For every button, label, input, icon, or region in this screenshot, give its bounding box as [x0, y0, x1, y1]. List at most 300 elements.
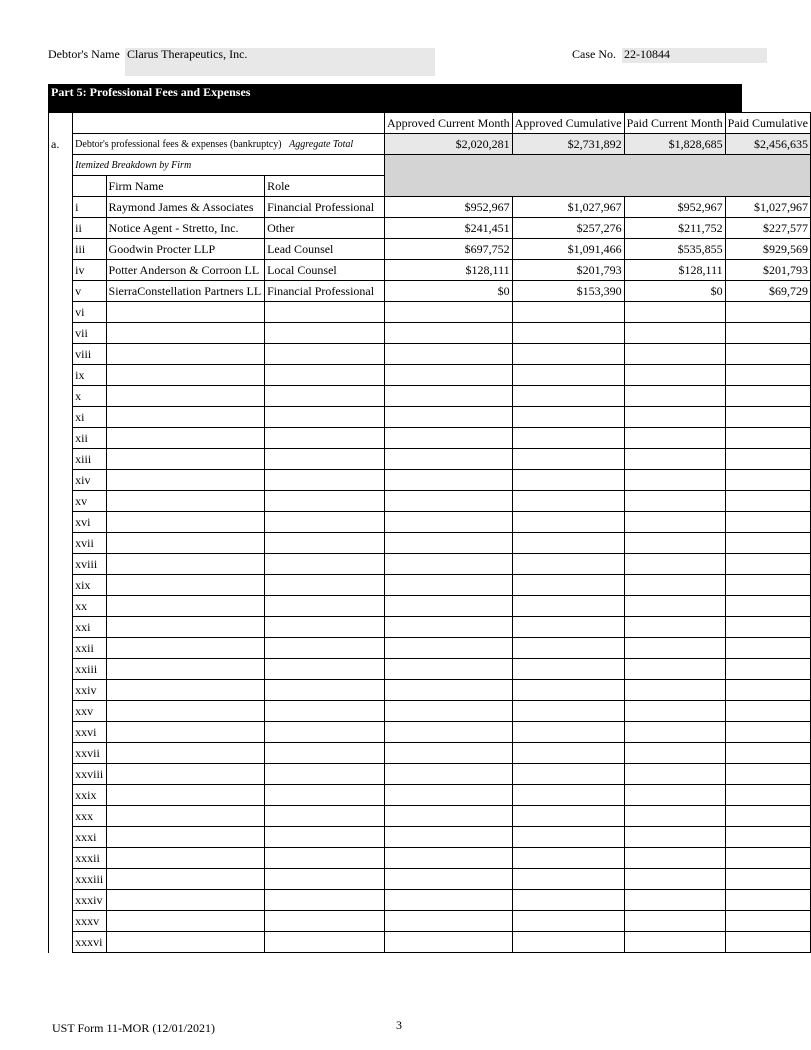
row-number: ii — [73, 218, 106, 239]
firm-name — [106, 386, 265, 407]
paid-current — [624, 449, 725, 470]
approved-current — [385, 344, 513, 365]
firm-role — [265, 743, 385, 764]
table-row — [49, 323, 811, 344]
table-row — [49, 449, 811, 470]
firm-name — [106, 617, 265, 638]
firm-name — [106, 302, 265, 323]
paid-cumulative — [725, 680, 810, 701]
approved-cumulative — [512, 764, 624, 785]
paid-cumulative — [725, 911, 810, 932]
itemized-shade — [385, 155, 811, 197]
firm-role — [265, 806, 385, 827]
paid-cumulative — [725, 785, 810, 806]
row-number: xxxii — [73, 848, 106, 869]
approved-cumulative — [512, 722, 624, 743]
row-number: xxiv — [73, 680, 106, 701]
table-row — [49, 932, 811, 953]
paid-cumulative — [725, 806, 810, 827]
case-no-label: Case No. — [572, 47, 616, 61]
approved-cumulative — [512, 533, 624, 554]
blank-cell — [49, 197, 73, 218]
row-number: xx — [73, 596, 106, 617]
approved-cumulative — [512, 302, 624, 323]
blank-cell — [49, 239, 73, 260]
paid-current — [624, 701, 725, 722]
paid-cumulative — [725, 365, 810, 386]
blank-cell — [49, 344, 73, 365]
blank-cell — [49, 281, 73, 302]
aggregate-letter: a. — [49, 134, 73, 155]
table-row — [49, 806, 811, 827]
firm-role — [265, 491, 385, 512]
row-number: xv — [73, 491, 106, 512]
firm-role: Lead Counsel — [265, 239, 385, 260]
firm-name — [106, 827, 265, 848]
approved-cumulative — [512, 386, 624, 407]
paid-current — [624, 344, 725, 365]
table-row — [49, 554, 811, 575]
firm-name — [106, 701, 265, 722]
blank-cell — [49, 365, 73, 386]
blank-cell — [49, 470, 73, 491]
firm-name — [106, 743, 265, 764]
approved-cumulative — [512, 785, 624, 806]
blank-cell — [49, 533, 73, 554]
paid-cumulative — [725, 302, 810, 323]
paid-cumulative — [725, 764, 810, 785]
firm-name — [106, 659, 265, 680]
approved-current — [385, 848, 513, 869]
table-row — [49, 218, 811, 239]
paid-current — [624, 932, 725, 953]
approved-cumulative: $1,027,967 — [512, 197, 624, 218]
firm-role — [265, 365, 385, 386]
row-number: xxix — [73, 785, 106, 806]
firm-name — [106, 806, 265, 827]
table-row — [49, 260, 811, 281]
approved-cumulative: $153,390 — [512, 281, 624, 302]
paid-cumulative — [725, 869, 810, 890]
table-row — [49, 764, 811, 785]
firm-role — [265, 890, 385, 911]
firm-role: Local Counsel — [265, 260, 385, 281]
row-number: xiii — [73, 449, 106, 470]
approved-current — [385, 323, 513, 344]
table-row — [49, 617, 811, 638]
firm-role — [265, 512, 385, 533]
paid-current — [624, 554, 725, 575]
approved-current — [385, 827, 513, 848]
approved-current — [385, 596, 513, 617]
approved-current: $0 — [385, 281, 513, 302]
firm-role — [265, 596, 385, 617]
blank-cell — [49, 155, 73, 176]
blank-cell — [49, 596, 73, 617]
firm-name: Goodwin Procter LLP — [106, 239, 265, 260]
row-number: vi — [73, 302, 106, 323]
row-number: x — [73, 386, 106, 407]
column-header-row — [49, 113, 811, 134]
firm-role — [265, 449, 385, 470]
approved-cumulative — [512, 470, 624, 491]
table-row — [49, 470, 811, 491]
blank-cell — [49, 722, 73, 743]
paid-current — [624, 575, 725, 596]
paid-current — [624, 365, 725, 386]
firm-name: Notice Agent - Stretto, Inc. — [106, 218, 265, 239]
table-row — [49, 869, 811, 890]
table-row — [49, 197, 811, 218]
blank-cell — [73, 176, 106, 197]
row-number: xvii — [73, 533, 106, 554]
firm-name — [106, 344, 265, 365]
approved-current — [385, 806, 513, 827]
case-no-value: 22-10844 — [624, 47, 670, 61]
firm-name — [106, 848, 265, 869]
approved-cumulative — [512, 596, 624, 617]
paid-cumulative — [725, 617, 810, 638]
paid-current — [624, 323, 725, 344]
paid-current — [624, 596, 725, 617]
approved-cumulative — [512, 848, 624, 869]
paid-current — [624, 470, 725, 491]
blank-cell — [49, 428, 73, 449]
approved-cumulative — [512, 638, 624, 659]
professional-fees-table — [48, 112, 811, 953]
paid-cumulative — [725, 554, 810, 575]
row-number: xxx — [73, 806, 106, 827]
blank-cell — [49, 113, 73, 134]
firm-role — [265, 323, 385, 344]
firm-name — [106, 680, 265, 701]
approved-cumulative — [512, 827, 624, 848]
firm-role — [265, 869, 385, 890]
aggregate-approved-current: $2,020,281 — [385, 134, 513, 155]
approved-current — [385, 680, 513, 701]
table-row — [49, 911, 811, 932]
blank-cell — [49, 554, 73, 575]
firm-role — [265, 680, 385, 701]
paid-current — [624, 302, 725, 323]
paid-current: $952,967 — [624, 197, 725, 218]
case-no-field[interactable] — [622, 48, 767, 63]
table-row — [49, 890, 811, 911]
blank-cell — [49, 302, 73, 323]
firm-role — [265, 638, 385, 659]
debtor-name-label: Debtor's Name — [48, 47, 120, 61]
paid-cumulative: $227,577 — [725, 218, 810, 239]
row-number: iv — [73, 260, 106, 281]
debtor-name-value: Clarus Therapeutics, Inc. — [127, 47, 248, 61]
paid-current — [624, 890, 725, 911]
blank-cell — [49, 323, 73, 344]
firm-role — [265, 659, 385, 680]
row-number: xii — [73, 428, 106, 449]
table-row — [49, 407, 811, 428]
paid-cumulative — [725, 890, 810, 911]
blank-cell — [49, 869, 73, 890]
firm-role — [265, 785, 385, 806]
firm-name — [106, 785, 265, 806]
itemized-row — [49, 155, 811, 176]
approved-current — [385, 554, 513, 575]
approved-current — [385, 365, 513, 386]
paid-current — [624, 512, 725, 533]
paid-cumulative — [725, 533, 810, 554]
blank-cell — [49, 575, 73, 596]
table-row — [49, 428, 811, 449]
firm-name — [106, 470, 265, 491]
firm-role — [265, 911, 385, 932]
row-number: xxv — [73, 701, 106, 722]
table-row — [49, 386, 811, 407]
approved-cumulative — [512, 617, 624, 638]
table-row — [49, 575, 811, 596]
table-row — [49, 344, 811, 365]
paid-current — [624, 428, 725, 449]
blank-cell — [49, 848, 73, 869]
firm-name — [106, 365, 265, 386]
paid-cumulative — [725, 722, 810, 743]
approved-current — [385, 659, 513, 680]
approved-current — [385, 428, 513, 449]
approved-current — [385, 449, 513, 470]
paid-cumulative — [725, 428, 810, 449]
firm-role — [265, 407, 385, 428]
approved-current — [385, 575, 513, 596]
row-number: i — [73, 197, 106, 218]
paid-cumulative — [725, 848, 810, 869]
approved-current — [385, 470, 513, 491]
approved-current — [385, 722, 513, 743]
row-number: v — [73, 281, 106, 302]
row-number: iii — [73, 239, 106, 260]
paid-current: $535,855 — [624, 239, 725, 260]
table-row — [49, 701, 811, 722]
approved-cumulative — [512, 428, 624, 449]
paid-cumulative: $69,729 — [725, 281, 810, 302]
firm-role — [265, 764, 385, 785]
approved-current — [385, 512, 513, 533]
firm-role — [265, 827, 385, 848]
table-row — [49, 239, 811, 260]
table-row — [49, 491, 811, 512]
paid-cumulative — [725, 638, 810, 659]
table-row — [49, 638, 811, 659]
paid-cumulative — [725, 575, 810, 596]
approved-current — [385, 617, 513, 638]
firm-role — [265, 575, 385, 596]
firm-role — [265, 932, 385, 953]
firm-name — [106, 596, 265, 617]
approved-current — [385, 533, 513, 554]
blank-cell — [49, 218, 73, 239]
paid-current — [624, 869, 725, 890]
row-number: xxxi — [73, 827, 106, 848]
approved-current: $952,967 — [385, 197, 513, 218]
approved-cumulative — [512, 554, 624, 575]
blank-cell — [49, 491, 73, 512]
col-paid-current: Paid Current Month — [624, 113, 725, 134]
row-number: xix — [73, 575, 106, 596]
paid-cumulative — [725, 701, 810, 722]
blank-cell — [73, 113, 385, 134]
approved-cumulative — [512, 806, 624, 827]
paid-current — [624, 806, 725, 827]
table-row — [49, 365, 811, 386]
approved-cumulative: $1,091,466 — [512, 239, 624, 260]
firm-name — [106, 722, 265, 743]
table-row — [49, 659, 811, 680]
paid-current: $211,752 — [624, 218, 725, 239]
firm-name — [106, 554, 265, 575]
paid-current — [624, 659, 725, 680]
approved-cumulative: $201,793 — [512, 260, 624, 281]
approved-current — [385, 386, 513, 407]
col-paid-cumulative: Paid Cumulative — [725, 113, 810, 134]
approved-cumulative — [512, 323, 624, 344]
row-number: viii — [73, 344, 106, 365]
firm-name — [106, 575, 265, 596]
blank-cell — [49, 806, 73, 827]
aggregate-paid-current: $1,828,685 — [624, 134, 725, 155]
firm-name: Potter Anderson & Corroon LL — [106, 260, 265, 281]
firm-role — [265, 701, 385, 722]
approved-cumulative: $257,276 — [512, 218, 624, 239]
role-header: Role — [265, 176, 385, 197]
blank-cell — [49, 260, 73, 281]
approved-cumulative — [512, 344, 624, 365]
row-number: xxxvi — [73, 932, 106, 953]
firm-name: SierraConstellation Partners LL — [106, 281, 265, 302]
approved-current — [385, 932, 513, 953]
firm-role — [265, 722, 385, 743]
debtor-name-field[interactable] — [125, 48, 435, 76]
paid-cumulative — [725, 344, 810, 365]
blank-cell — [49, 932, 73, 953]
table-row — [49, 785, 811, 806]
table-row — [49, 827, 811, 848]
paid-current — [624, 386, 725, 407]
blank-cell — [49, 407, 73, 428]
approved-current — [385, 302, 513, 323]
approved-cumulative — [512, 491, 624, 512]
approved-current: $128,111 — [385, 260, 513, 281]
table-row — [49, 533, 811, 554]
itemized-label: Itemized Breakdown by Firm — [73, 155, 385, 176]
paid-current — [624, 533, 725, 554]
row-number: xxxiv — [73, 890, 106, 911]
blank-cell — [49, 764, 73, 785]
paid-cumulative: $1,027,967 — [725, 197, 810, 218]
firm-name — [106, 323, 265, 344]
firm-role — [265, 470, 385, 491]
approved-current — [385, 701, 513, 722]
blank-cell — [49, 890, 73, 911]
approved-current: $697,752 — [385, 239, 513, 260]
firm-name — [106, 890, 265, 911]
row-number: xxxiii — [73, 869, 106, 890]
firm-name — [106, 911, 265, 932]
row-number: xxxv — [73, 911, 106, 932]
approved-current — [385, 890, 513, 911]
paid-current — [624, 407, 725, 428]
approved-current — [385, 638, 513, 659]
paid-cumulative — [725, 932, 810, 953]
approved-cumulative — [512, 911, 624, 932]
firm-role: Financial Professional — [265, 197, 385, 218]
paid-current — [624, 764, 725, 785]
row-number: xi — [73, 407, 106, 428]
aggregate-label: Debtor's professional fees & expenses (bankruptcy) — [75, 138, 282, 150]
approved-current — [385, 743, 513, 764]
firm-name — [106, 932, 265, 953]
approved-current — [385, 785, 513, 806]
firm-role — [265, 386, 385, 407]
firm-name — [106, 869, 265, 890]
blank-cell — [49, 512, 73, 533]
paid-current — [624, 617, 725, 638]
table-row — [49, 281, 811, 302]
firm-name — [106, 491, 265, 512]
paid-cumulative — [725, 512, 810, 533]
table-row — [49, 848, 811, 869]
paid-current — [624, 785, 725, 806]
paid-current — [624, 743, 725, 764]
table-row — [49, 722, 811, 743]
paid-cumulative — [725, 743, 810, 764]
approved-cumulative — [512, 680, 624, 701]
paid-current — [624, 638, 725, 659]
table-row — [49, 596, 811, 617]
row-number: xxviii — [73, 764, 106, 785]
firm-role — [265, 344, 385, 365]
approved-current: $241,451 — [385, 218, 513, 239]
blank-cell — [49, 176, 73, 197]
row-number: xxii — [73, 638, 106, 659]
paid-cumulative — [725, 386, 810, 407]
approved-cumulative — [512, 890, 624, 911]
blank-cell — [49, 827, 73, 848]
firm-role — [265, 617, 385, 638]
firm-name-header: Firm Name — [106, 176, 265, 197]
table-row — [49, 680, 811, 701]
approved-cumulative — [512, 365, 624, 386]
aggregate-row — [49, 134, 811, 155]
aggregate-total-label: Aggregate Total — [289, 138, 354, 150]
form-id: UST Form 11-MOR (12/01/2021) — [52, 1021, 216, 1035]
paid-current — [624, 848, 725, 869]
paid-current: $128,111 — [624, 260, 725, 281]
row-number: xxvi — [73, 722, 106, 743]
firm-name — [106, 512, 265, 533]
blank-cell — [49, 911, 73, 932]
approved-cumulative — [512, 701, 624, 722]
row-number: xvi — [73, 512, 106, 533]
firm-role: Financial Professional — [265, 281, 385, 302]
blank-cell — [49, 386, 73, 407]
page-number: 3 — [396, 1018, 402, 1032]
firm-name — [106, 428, 265, 449]
row-number: xviii — [73, 554, 106, 575]
paid-cumulative — [725, 491, 810, 512]
approved-current — [385, 491, 513, 512]
paid-cumulative — [725, 449, 810, 470]
aggregate-label-cell — [73, 134, 385, 155]
paid-cumulative — [725, 827, 810, 848]
paid-cumulative — [725, 470, 810, 491]
